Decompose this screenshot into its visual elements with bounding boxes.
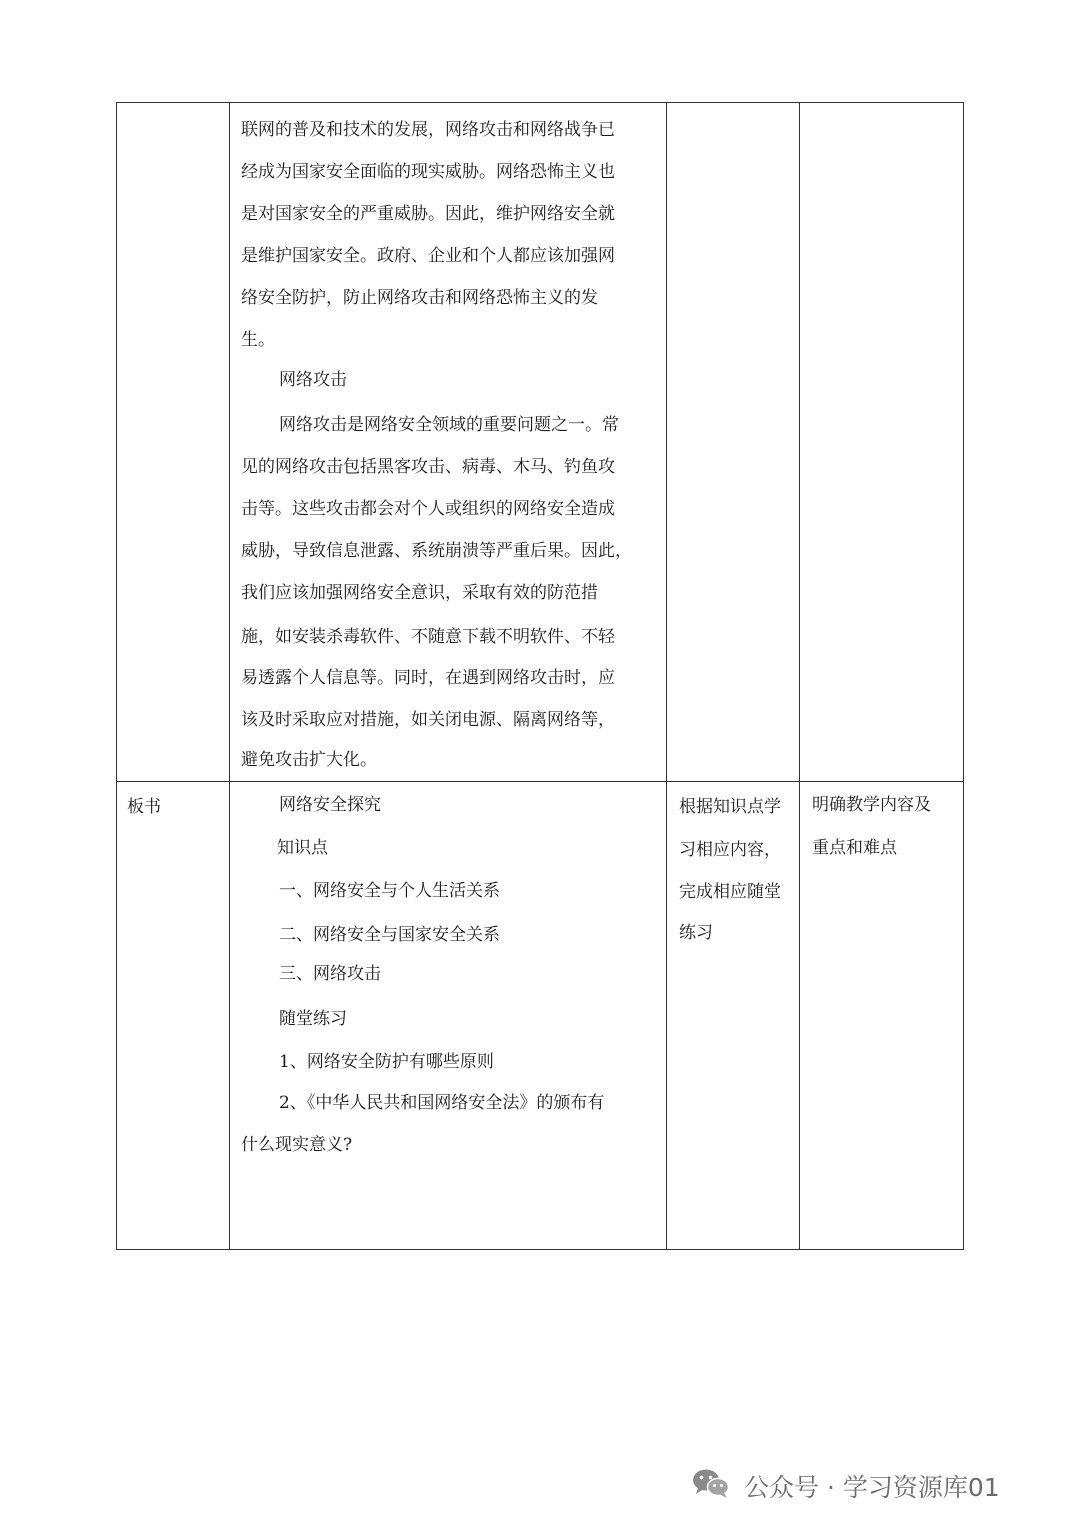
content-cell: [230, 782, 667, 1250]
content-line: 施，如安装杀毒软件、不随意下载不明软件、不轻: [241, 627, 615, 647]
table-row: [117, 782, 964, 1250]
lesson-plan-table: [116, 102, 964, 1250]
content-line: 威胁，导致信息泄露、系统崩溃等严重后果。因此，: [241, 541, 632, 561]
content-line: 知识点: [277, 838, 328, 858]
label-cell: [117, 103, 230, 782]
content-line: 随堂练习: [279, 1009, 347, 1029]
content-line: 击等。这些攻击都会对个人或组织的网络安全造成: [241, 499, 615, 519]
content-line: 络安全防护，防止网络攻击和网络恐怖主义的发: [241, 288, 598, 308]
watermark: [690, 1466, 1000, 1506]
watermark-text: 公众号 · 学习资源库01: [744, 1473, 1000, 1502]
student-line: 习相应内容，: [679, 840, 781, 860]
content-line: 我们应该加强网络安全意识，采取有效的防范措: [241, 583, 598, 603]
row-label: 板书: [127, 797, 161, 817]
content-line: 三、网络攻击: [279, 964, 381, 984]
content-line: 网络攻击是网络安全领域的重要问题之一。常: [279, 415, 619, 435]
content-line: 联网的普及和技术的发展，网络攻击和网络战争已: [241, 120, 615, 140]
content-line: 2、《中华人民共和国网络安全法》的颁布有: [279, 1093, 605, 1113]
design-intent-cell: [800, 782, 964, 1250]
intent-line: 重点和难点: [812, 838, 897, 858]
label-cell: [117, 782, 230, 1250]
content-cell: [230, 103, 667, 782]
wechat-icon: [690, 1466, 732, 1506]
student-activity-cell: [667, 782, 800, 1250]
content-line: 是对国家安全的严重威胁。因此，维护网络安全就: [241, 204, 615, 224]
table-row: [117, 103, 964, 782]
content-line: 1、网络安全防护有哪些原则: [279, 1052, 494, 1072]
content-line: 是维护国家安全。政府、企业和个人都应该加强网: [241, 246, 615, 266]
student-activity-cell: [667, 103, 800, 782]
design-intent-cell: [800, 103, 964, 782]
content-line: 易透露个人信息等。同时，在遇到网络攻击时，应: [241, 668, 615, 688]
content-line: 见的网络攻击包括黑客攻击、病毒、木马、钓鱼攻: [241, 457, 615, 477]
section-heading: 网络攻击: [279, 370, 347, 390]
student-line: 根据知识点学: [679, 797, 781, 817]
content-line: 避免攻击扩大化。: [241, 750, 377, 770]
student-line: 练习: [679, 923, 713, 943]
content-line: 什么现实意义?: [241, 1135, 353, 1155]
content-line: 该及时采取应对措施，如关闭电源、隔离网络等，: [241, 710, 615, 730]
content-line: 二、网络安全与国家安全关系: [279, 925, 500, 945]
student-line: 完成相应随堂: [679, 882, 781, 902]
board-title: 网络安全探究: [279, 795, 381, 815]
content-line: 经成为国家安全面临的现实威胁。网络恐怖主义也: [241, 162, 615, 182]
content-line: 生。: [241, 330, 275, 350]
intent-line: 明确教学内容及: [812, 795, 931, 815]
content-line: 一、网络安全与个人生活关系: [279, 881, 500, 901]
